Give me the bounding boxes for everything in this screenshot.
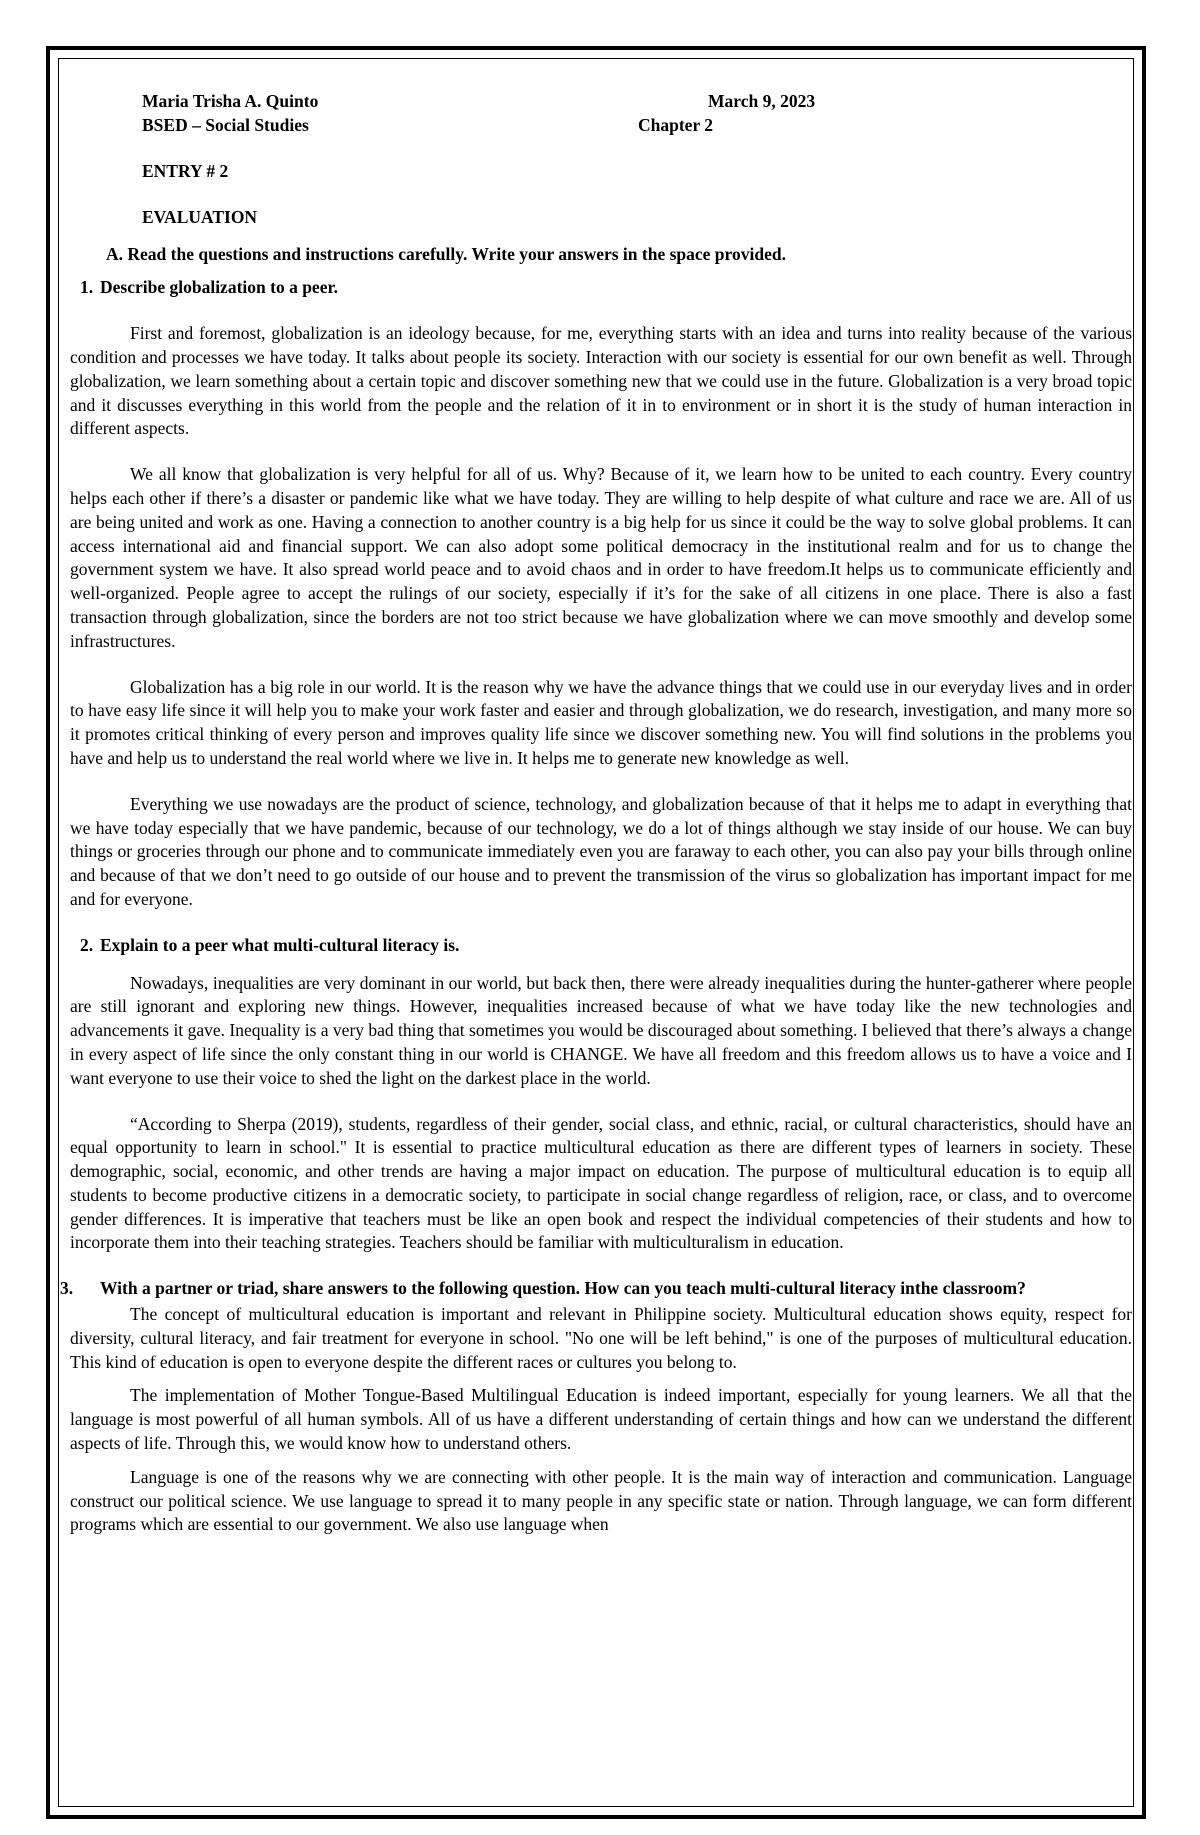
entry-label: ENTRY # 2 xyxy=(142,161,229,181)
q2-paragraph-2: “According to Sherpa (2019), students, regardless of their gender, social class, and ethnic, racial, or cultural characteristics, should have an equal opportunity to learn in school." It is essential to practice multicultural education as there are different types of learners in society. These demographic, social, economic, and other trends are having a major impact on education. The purpose of multicultural education is to equip all students to become productive citizens in a democratic society, to participate in social change regardless of religion, race, or class, and to overcome gender differences. It is imperative that teachers must be like an open book and respect the individual competencies of their students and how to incorporate them into their teaching strategies. Teachers should be familiar with multiculturalism in education. xyxy=(70,1113,1132,1253)
header-row-2 xyxy=(70,114,1132,138)
question-2-text: Explain to a peer what multi-cultural literacy is. xyxy=(100,934,460,955)
course-name: BSED – Social Studies xyxy=(142,115,309,135)
header-row-1 xyxy=(70,90,1132,114)
instruction-text: A. Read the questions and instructions carefully. Write your answers in the space provided. xyxy=(106,243,786,264)
q3-paragraph-2: The implementation of Mother Tongue-Based Multilingual Education is indeed important, especially for young learners. We all that the language is most powerful of all human symbols. All of us have a different understanding of certain things and how can we understand the different aspects of life. Through this, we would know how to understand others. xyxy=(70,1385,1132,1454)
question-3 xyxy=(60,1277,1132,1301)
evaluation-heading: EVALUATION xyxy=(142,206,258,227)
q1-paragraph-1: First and foremost, globalization is an ideology because, for me, everything starts with an idea and turns into reality because of the various condition and processes we have today. It talks about people its society. Interaction with our society is essential for our own benefit as well. Through globalization, we learn something about a certain topic and discover something new that we could use in the future. Globalization is a very broad topic and it discusses everything in this world from the people and the relation of it in to environment or in short it is the study of human interaction in different aspects. xyxy=(70,323,1132,439)
question-1-text: Describe globalization to a peer. xyxy=(100,277,339,298)
question-1 xyxy=(80,276,1132,300)
document-date: March 9, 2023 xyxy=(708,91,816,111)
author-name: Maria Trisha A. Quinto xyxy=(142,91,319,111)
q1-paragraph-3: Globalization has a big role in our world. It is the reason why we have the advance things that we could use in our everyday lives and in order to have easy life since it will help you to make your work faster and easier and through globalization, we do research, investigation, and many more so it promotes critical thinking of every person and improves quality life since we discover something new. You will find solutions in the problems you have and help us to understand the real world where we live in. It helps me to generate new knowledge as well. xyxy=(70,676,1132,768)
question-1-number: 1. xyxy=(80,277,94,298)
question-2-number: 2. xyxy=(80,934,94,955)
question-3-text: With a partner or triad, share answers to the following question. How can you teach multi-cultural literacy inthe classroom? xyxy=(100,1278,1026,1299)
q2-paragraph-1: Nowadays, inequalities are very dominant in our world, but back then, there were already inequalities during the hunter-gatherer where people are still ignorant and exploring new things. However, inequalities increased because of what we have today like the new technologies and advancements it gave. Inequality is a very bad thing that sometimes you would be discouraged about something. I believed that there’s always a change in every aspect of life since the only constant thing in our world is CHANGE. We have all freedom and this freedom allows us to have a voice and I want everyone to use their voice to shed the light on the darkest place in the world. xyxy=(70,972,1132,1088)
q3-paragraph-3: Language is one of the reasons why we are connecting with other people. It is the main way of interaction and communication. Language construct our political science. We use language to spread it to many people in any specific state or nation. Through language, we can form different programs which are essential to our government. We also use language when xyxy=(70,1466,1132,1535)
q3-paragraph-1: The concept of multicultural education is important and relevant in Philippine society. Multicultural education shows equity, respect for diversity, cultural literacy, and fair treatment for everyone in school. "No one will be left behind," is one of the purposes of multicultural education. This kind of education is open to everyone despite the different races or cultures you belong to. xyxy=(70,1304,1132,1372)
q1-paragraph-2: We all know that globalization is very helpful for all of us. Why? Because of it, we learn how to be united to each country. Every country helps each other if there’s a disaster or pandemic like what we have today. They are willing to help despite of what culture and race we are. All of us are being united and work as one. Having a connection to another country is a big help for us since it could be the way to solve global problems. It can access international aid and financial support. We can also adopt some political democracy in the institutional realm and for us to change the government system we have. It also spread world peace and to avoid chaos and in order to have freedom.It helps us to communicate efficiently and well-organized. People agree to accept the rulings of our society, especially if it’s for the sake of all citizens in one place. There is also a fast transaction through globalization, since the borders are not too strict because we have globalization where we can move smoothly and develop some infrastructures. xyxy=(70,464,1132,651)
question-3-number: 3. xyxy=(60,1278,74,1299)
q1-paragraph-4: Everything we use nowadays are the product of science, technology, and globalization because of that it helps me to adapt in everything that we have today especially that we have pandemic, because of our technology, we do a lot of things although we stay inside of our house. We can buy things or groceries through our phone and to communicate immediately even you are faraway to each other, you can also pay your bills through online and because of that we don’t need to go outside of our house and to prevent the transmission of the virus so globalization has important impact for me and for everyone. xyxy=(70,793,1132,909)
question-2 xyxy=(80,934,1132,958)
chapter-label: Chapter 2 xyxy=(638,115,714,135)
document-content xyxy=(60,90,1132,1537)
